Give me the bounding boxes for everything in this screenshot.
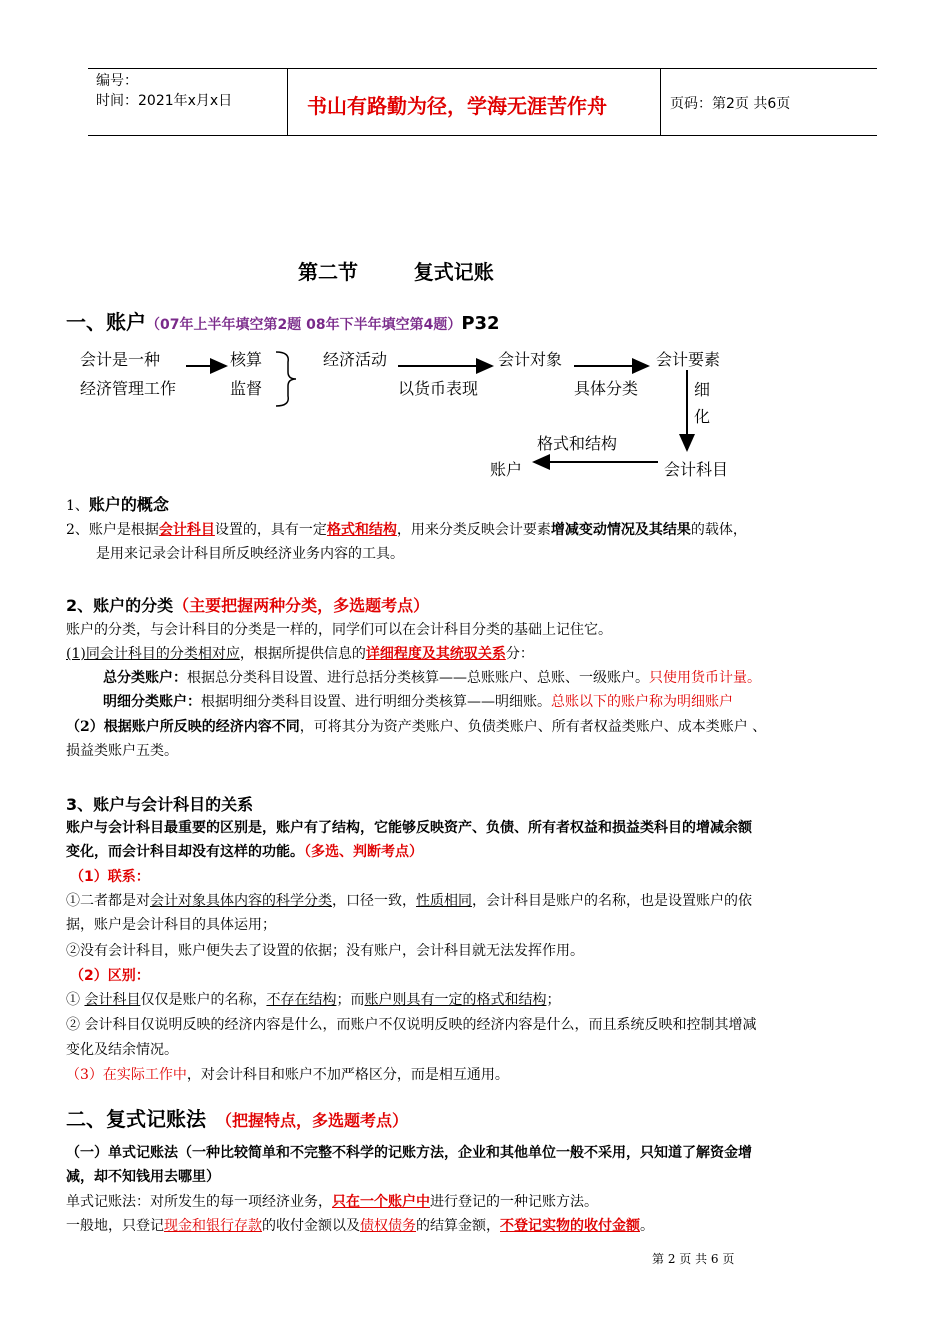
footer-page: 第 2 页 共 6 页 [652,1252,735,1266]
s-l2d: 债权债务 [360,1218,416,1234]
s-l2f: 不登记实物的收付金额 [500,1218,640,1234]
c1c: ，口径一致， [332,893,416,909]
section-title: 第二节 复式记账 [298,260,494,284]
header-motto: 书山有路勤为径，学海无涯苦作舟 [307,94,607,118]
s-l2b: 现金和银行存款 [164,1218,262,1234]
single-line-1 [66,1191,598,1213]
def-text-3: 设置的，具有一定 [214,522,327,538]
relation-title: 3、账户与会计科目的关系 [66,795,254,814]
relation-d2: ② 会计科目仅说明反映的经济内容是什么，而账户不仅说明反映的经济内容是什么，而且系统反映和控制其增减 [66,1017,757,1033]
single-bold-2: 减，却不知钱用去哪里） [66,1169,220,1185]
s-l2e: 的结算金额， [416,1218,500,1234]
d1g: ； [546,992,561,1008]
diagram-refine-2: 化 [694,407,711,426]
s-l2a: 一般地，只登记 [66,1218,164,1234]
classify-l5b: ，可将其分为资产类账户、负债类账户、所有者权益类账户、成本类账户 、 [299,719,767,735]
classify-l2d: 分： [505,646,534,662]
p3a: （3）在实际工作中 [66,1067,187,1083]
relation-diff-title: （2）区别： [70,968,150,984]
classify-note: （主要把握两种分类，多选题考点） [173,596,430,615]
def-change: 增减变动情况及其结果 [550,522,691,538]
c1b: 会计对象具体内容的科学分类 [150,893,332,909]
classify-line-2 [66,643,534,665]
general-label: 总分类账户： [103,670,187,686]
diagram-account: 账户 [490,460,523,479]
heading-double-entry-title: 二、复式记账法 [66,1107,206,1131]
d1b: 会计科目 [84,992,141,1008]
classify-heading [66,593,429,616]
classify-title: 2、账户的分类 [66,596,174,615]
c1e: ，会计科目是账户的名称，也是设置账户的依 [472,893,752,909]
relation-d1 [66,989,560,1011]
diagram-activity: 经济活动 [323,350,388,369]
relation-note: （多选、判断考点） [304,844,423,860]
def-text-5: ，用来分类反映会计要素 [396,522,551,538]
def-text-7: 的载体， [690,522,747,538]
detail-text: 根据明细分类科目设置、进行明细分类核算——明细账。 [201,694,551,710]
diagram-elements: 会计要素 [656,350,721,369]
classify-detail [103,691,733,713]
s-l1c: 进行登记的一种记账方法。 [430,1194,598,1210]
header-page: 页码：第2页 共6页 [670,96,791,112]
diagram-core: 核算 [230,350,263,369]
classify-l2b: ，根据所提供信息的 [239,646,366,662]
brace [276,352,296,406]
heading-accounts-note: （07年上半年填空第2题 08年下半年填空第4题） [146,317,462,333]
p3b: ，对会计科目和账户不加严格区分，而是相互通用。 [186,1067,509,1083]
c1a: ①二者都是对 [66,893,150,909]
relation-d2-2: 变化及结余情况。 [66,1042,178,1058]
header-time: 时间：2021年x月x日 [96,93,233,109]
classify-l5a: （2）根据账户所反映的经济内容不同 [66,719,300,735]
diagram-subject: 会计科目 [664,460,729,479]
d1d: 不存在结构 [266,992,337,1008]
heading-accounts-pageref: P32 [461,313,500,334]
detail-note: 总账以下的账户称为明细账户 [551,694,733,710]
classify-line-5 [66,716,766,738]
para-concept-title: 账户的概念 [88,495,169,514]
detail-label: 明细分类账户： [103,694,201,710]
single-bold-1: （一）单式记账法（一种比较简单和不完整不科学的记账方法，企业和其他单位一般不采用，只知道了解资金增 [66,1145,752,1161]
classify-l2a: (1)同会计科目的分类相对应 [66,646,240,662]
d1a: ① [66,992,85,1008]
s-l1a: 单式记账法：对所发生的每一项经济业务， [66,1194,332,1210]
diagram-currency: 以货币表现 [398,379,479,398]
d1e: ；而 [336,992,365,1008]
diagram-supervise: 监督 [230,379,263,398]
diagram-accounting-1: 会计是一种 [80,350,161,369]
diagram-object: 会计对象 [498,350,563,369]
s-l1b: 只在一个账户中 [332,1194,430,1210]
single-line-2 [66,1215,654,1237]
classify-line-1: 账户的分类，与会计科目的分类是一样的，同学们可以在会计科目分类的基础上记住它。 [66,622,612,638]
relation-c1 [66,890,752,912]
relation-bold-2 [66,841,423,863]
heading-double-entry-note: （把握特点，多选题考点） [216,1111,409,1130]
classify-line-6: 损益类账户五类。 [66,743,178,759]
diagram-arrows [0,0,950,500]
s-l2g: 。 [640,1218,654,1234]
def-format: 格式和结构 [326,522,397,538]
diagram-accounting-2: 经济管理工作 [80,379,177,398]
para-concept [66,494,169,517]
header-number: 编号： [96,73,138,89]
def-text-1: 账户是根据 [88,522,159,538]
heading-accounts-title: 一、账户 [66,310,146,334]
classify-l2c: 详细程度及其统驭关系 [365,646,506,662]
diagram-format: 格式和结构 [537,434,618,453]
diagram-classify: 具体分类 [574,379,639,398]
classify-general [103,667,761,689]
relation-bold-2-text: 变化，而会计科目却没有这样的功能。 [66,844,304,860]
c1d: 性质相同 [416,893,472,909]
para-definition-label: 2、 [66,522,89,538]
relation-bold-1: 账户与会计科目最重要的区别是，账户有了结构，它能够反映资产、负债、所有者权益和损益类科目的增减余额 [66,820,752,836]
diagram-refine-1: 细 [694,380,711,399]
s-l2c: 的收付金额以及 [262,1218,360,1234]
d1f: 账户则具有一定的格式和结构 [364,992,547,1008]
general-text: 根据总分类科目设置、进行总括分类核算——总账账户、总账、一级账户。 [187,670,649,686]
para-definition-2: 是用来记录会计科目所反映经济业务内容的工具。 [96,546,404,562]
relation-c1-2: 据，账户是会计科目的具体运用； [66,917,276,933]
heading-double-entry [66,1103,408,1132]
relation-c2: ②没有会计科目，账户便失去了设置的依据；没有账户，会计科目就无法发挥作用。 [66,943,584,959]
relation-p3 [66,1064,509,1086]
def-subject: 会计科目 [158,522,215,538]
d1c: 仅仅是账户的名称， [140,992,267,1008]
relation-link-title: （1）联系： [70,869,150,885]
para-concept-label: 1、 [66,498,89,514]
general-note: 只使用货币计量。 [649,670,761,686]
para-definition [66,519,747,541]
